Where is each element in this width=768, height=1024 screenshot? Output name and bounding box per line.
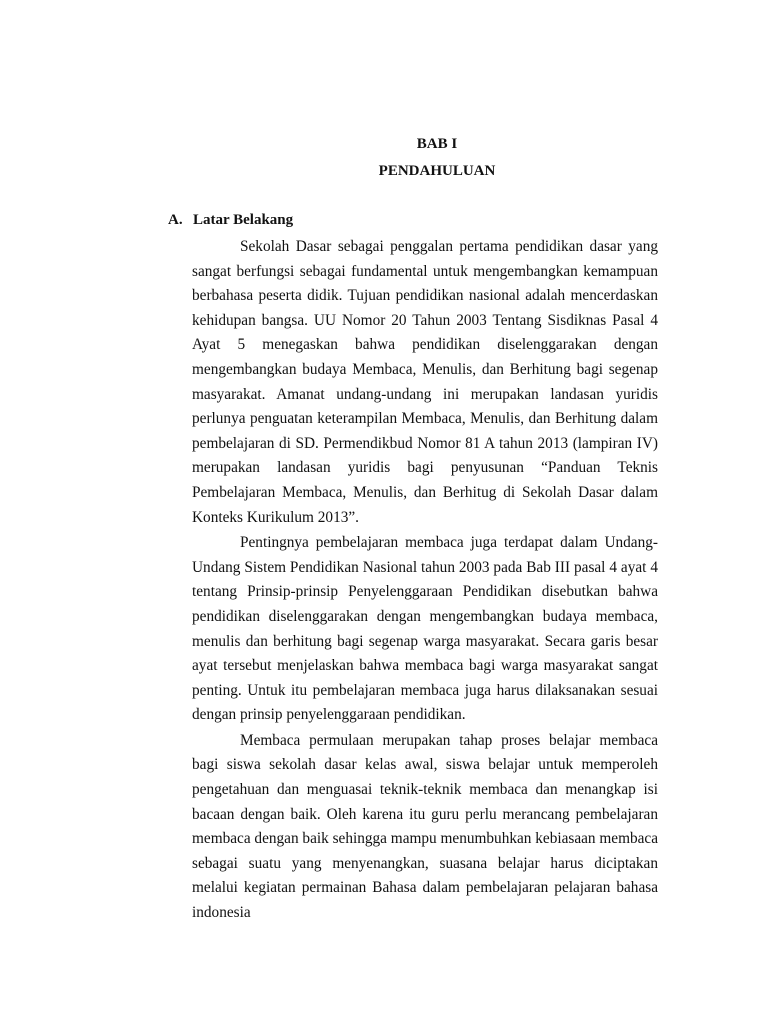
chapter-title: PENDAHULUAN — [378, 163, 496, 179]
section-title: Latar Belakang — [193, 212, 294, 228]
chapter-number: BAB I — [416, 136, 458, 152]
section-heading — [168, 212, 293, 229]
section-marker: A. — [168, 212, 183, 228]
body-text — [192, 235, 658, 926]
paragraph: Pentingnya pembelajaran membaca juga terdapat dalam Undang-Undang Sistem Pendidikan Nasional tahun 2003 pada Bab III pasal 4 ayat 4 tentang Prinsip-prinsip Penyelenggaraan Pendidikan disebutkan bahwa pendidikan diselenggarakan dengan mengembangkan budaya membaca, menulis dan berhitung bagi segenap warga masyarakat. Secara garis besar ayat tersebut menjelaskan bahwa membaca bagi warga masyarakat sangat penting. Untuk itu pembelajaran membaca juga harus dilaksanakan sesuai dengan prinsip penyelenggaraan pendidikan. — [192, 534, 658, 724]
paragraph: Sekolah Dasar sebagai penggalan pertama pendidikan dasar yang sangat berfungsi sebagai fundamental untuk mengembangkan kemampuan berbahasa peserta didik. Tujuan pendidikan nasional adalah mencerdaskan kehidupan bangsa. UU Nomor 20 Tahun 2003 Tentang Sisdiknas Pasal 4 Ayat 5 menegaskan bahwa pendidikan diselenggarakan dengan mengembangkan budaya Membaca, Menulis, dan Berhitung bagi segenap masyarakat. Amanat undang-undang ini merupakan landasan yuridis perlunya penguatan keterampilan Membaca, Menulis, dan Berhitung dalam pembelajaran di SD. Permendikbud Nomor 81 A tahun 2013 (lampiran IV) merupakan landasan yuridis bagi penyusunan “Panduan Teknis Pembelajaran Membaca, Menulis, dan Berhitug di Sekolah Dasar dalam Konteks Kurikulum 2013”. — [192, 238, 658, 526]
paragraph: Membaca permulaan merupakan tahap proses belajar membaca bagi siswa sekolah dasar kelas awal, siswa belajar untuk memperoleh pengetahuan dan menguasai teknik-teknik membaca dan menangkap isi bacaan dengan baik. Oleh karena itu guru perlu merancang pembelajaran membaca dengan baik sehingga mampu menumbuhkan kebiasaan membaca sebagai suatu yang menyenangkan, suasana belajar harus diciptakan melalui kegiatan permainan Bahasa dalam pembelajaran pelajaran bahasa indonesia — [192, 731, 658, 922]
